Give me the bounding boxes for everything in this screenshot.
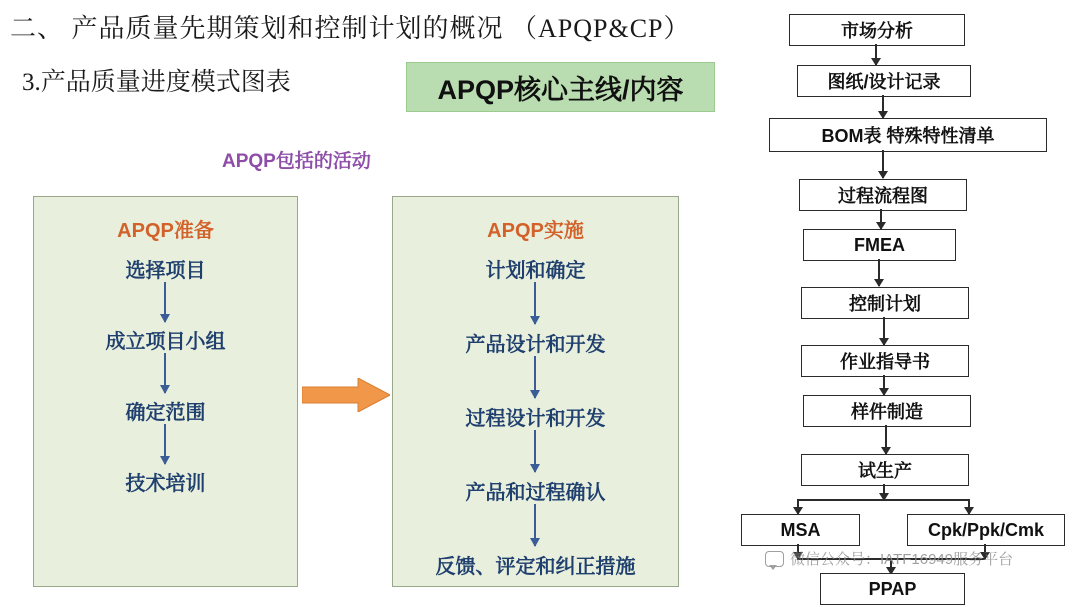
connector-impl-4 [534, 504, 536, 546]
panel-apqp-preparation [33, 196, 298, 587]
panel-title-implementation: APQP实施 [487, 220, 584, 242]
connector-impl-1 [534, 282, 536, 324]
flow-box-9-label: 试生产 [858, 461, 912, 481]
step-prep-3: 确定范围 [125, 402, 206, 424]
flow-box-2 [797, 65, 971, 97]
flow-box-msa [741, 514, 860, 546]
banner-label: APQP核心主线/内容 [437, 74, 684, 105]
flow-connector-6 [883, 317, 885, 345]
flow-box-2-label: 图纸/设计记录 [827, 72, 941, 92]
connector-prep-1 [164, 282, 166, 322]
flow-connector-4 [880, 209, 882, 229]
page-subtitle: 3.产品质量进度模式图表 [22, 69, 291, 96]
step-impl-3: 过程设计和开发 [465, 408, 606, 430]
flow-box-ppap-label: PPAP [868, 578, 917, 599]
flow-box-3 [769, 118, 1047, 152]
flow-connector-split-stem [883, 484, 885, 500]
flow-box-6-label: 控制计划 [849, 294, 921, 314]
flow-connector-8 [885, 425, 887, 454]
page-title: 二、 产品质量先期策划和控制计划的概况 （APQP&CP） [10, 14, 691, 43]
flow-box-8 [803, 395, 971, 427]
connector-impl-2 [534, 356, 536, 398]
flow-connector-7 [883, 375, 885, 395]
flow-box-7-label: 作业指导书 [840, 352, 930, 372]
watermark [765, 548, 1013, 569]
step-impl-2: 产品设计和开发 [465, 334, 606, 356]
flow-box-5-label: FMEA [854, 234, 905, 255]
flow-box-1-label: 市场分析 [841, 21, 913, 41]
flow-box-ppap [820, 573, 965, 605]
connector-prep-2 [164, 353, 166, 393]
flow-box-cpk [907, 514, 1065, 546]
caption-apqp-activities: APQP包括的活动 [222, 151, 371, 172]
step-impl-1: 计划和确定 [485, 260, 586, 282]
step-impl-4: 产品和过程确认 [465, 482, 606, 504]
flow-box-4 [799, 179, 967, 211]
flow-box-5 [803, 229, 956, 261]
flow-split-bar [798, 499, 970, 501]
flow-connector-to-msa [797, 499, 799, 514]
banner-apqp-core [406, 62, 715, 112]
flow-connector-1 [875, 44, 877, 65]
step-prep-2: 成立项目小组 [105, 331, 226, 353]
panel-title-preparation: APQP准备 [117, 220, 214, 242]
flow-box-msa-label: MSA [780, 519, 821, 540]
flow-box-9 [801, 454, 969, 486]
connector-prep-3 [164, 424, 166, 464]
flow-box-6 [801, 287, 969, 319]
flow-connector-to-cpk [968, 499, 970, 514]
wechat-icon [765, 551, 784, 567]
flow-box-1 [789, 14, 965, 46]
flow-connector-2 [882, 95, 884, 118]
step-impl-5: 反馈、评定和纠正措施 [435, 556, 636, 578]
flow-box-7 [801, 345, 969, 377]
flow-box-cpk-label: Cpk/Ppk/Cmk [927, 519, 1045, 540]
connector-impl-3 [534, 430, 536, 472]
flow-box-4-label: 过程流程图 [838, 186, 928, 206]
flow-connector-5 [878, 259, 880, 286]
step-prep-1: 选择项目 [125, 260, 206, 282]
step-prep-4: 技术培训 [125, 473, 206, 495]
flow-box-3-label: BOM表 特殊特性清单 [821, 126, 995, 146]
flow-connector-3 [882, 150, 884, 178]
flow-box-8-label: 样件制造 [851, 402, 923, 422]
orange-arrow-icon [302, 378, 390, 412]
panel-apqp-implementation [392, 196, 679, 587]
watermark-text: 微信公众号：IATF16949服务平台 [790, 551, 1014, 568]
